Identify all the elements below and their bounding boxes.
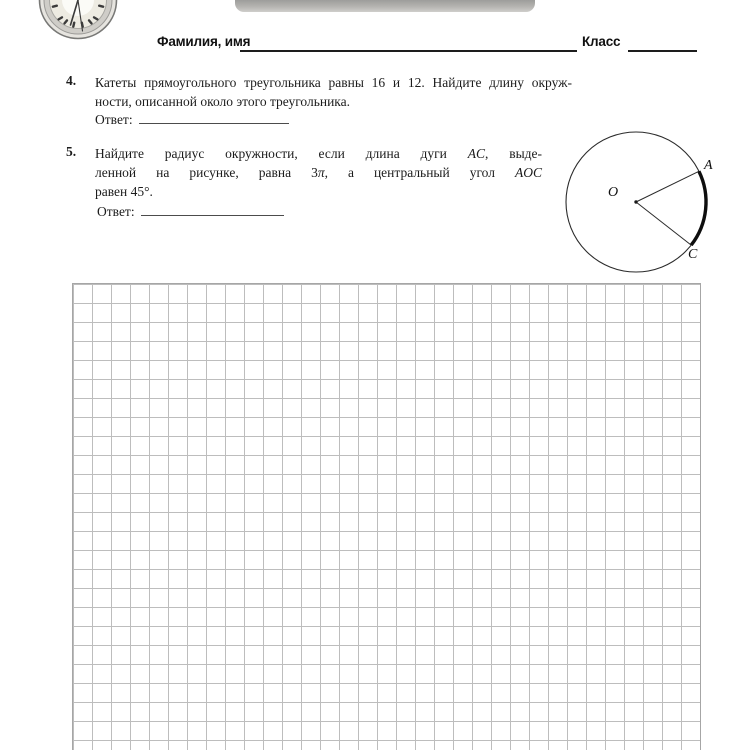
problem-5-line-2-text: ленной на рисунке, равна 3 bbox=[95, 165, 318, 180]
problem-5-answer-row bbox=[97, 203, 284, 220]
problem-5-answer-label: Ответ: bbox=[97, 204, 135, 219]
problem-5-line-1-tail: , выде- bbox=[485, 146, 542, 161]
problem-5-answer-blank-line bbox=[141, 203, 284, 216]
center-point-label: O bbox=[607, 185, 619, 200]
problem-5-line-3: равен 45°. bbox=[95, 184, 153, 199]
math-label-ac: AC bbox=[467, 146, 485, 161]
problem-4-line-1: Катеты прямоугольного треугольника равны 16 и 12. Найдите длину окруж- bbox=[95, 75, 572, 90]
math-symbol-pi: π bbox=[317, 165, 325, 180]
name-label: Фамилия, имя bbox=[157, 34, 251, 49]
clock-icon bbox=[36, 0, 120, 43]
problem-5-text bbox=[95, 144, 542, 201]
problem-4-answer-row bbox=[95, 111, 289, 128]
problem-5-line-1 bbox=[95, 144, 542, 163]
problem-5-line-2-mid: , а центральный угол bbox=[324, 165, 515, 180]
problem-5-line-2 bbox=[95, 163, 542, 182]
header-gray-bar bbox=[235, 0, 535, 12]
problem-4-answer-label: Ответ: bbox=[95, 112, 133, 127]
radius-oa bbox=[636, 171, 699, 202]
class-blank-line bbox=[628, 50, 697, 52]
problem-4-text bbox=[95, 73, 572, 111]
problem-5-number: 5. bbox=[66, 144, 77, 159]
radius-oc bbox=[636, 202, 691, 245]
class-label: Класс bbox=[582, 34, 621, 49]
problem-4-line-2: ности, описанной около этого треугольника. bbox=[95, 94, 351, 109]
problem-4-answer-blank-line bbox=[139, 111, 289, 124]
problem-5-line-1-text: Найдите радиус окружности, если длина дуги bbox=[95, 146, 468, 161]
graph-paper-grid bbox=[72, 283, 701, 750]
circle-diagram bbox=[551, 126, 723, 278]
problem-4-number: 4. bbox=[66, 73, 77, 88]
math-label-aoc: AOC bbox=[515, 165, 542, 180]
point-a-label: A bbox=[704, 158, 713, 173]
center-point bbox=[634, 200, 637, 203]
highlighted-arc-ac bbox=[691, 171, 706, 245]
name-blank-line bbox=[240, 50, 577, 52]
point-c-label: C bbox=[688, 247, 698, 262]
